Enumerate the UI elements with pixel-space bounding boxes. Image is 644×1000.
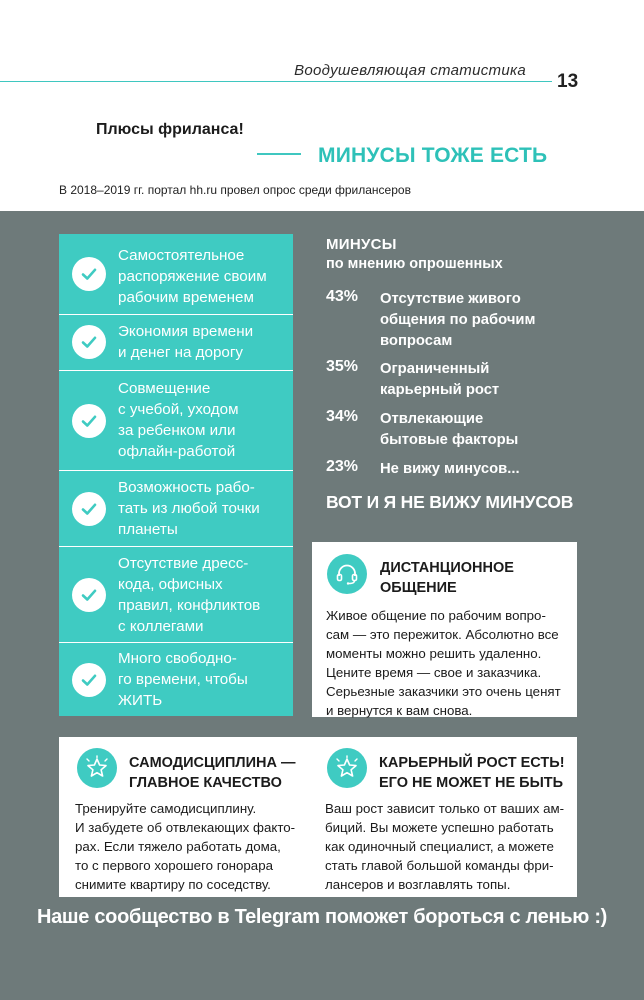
plus-line: Возможность рабо- — [118, 479, 255, 496]
no-minuses-slogan: ВОТ И Я НЕ ВИЖУ МИНУСОВ — [326, 492, 574, 512]
box-title-line: ГЛАВНОЕ КАЧЕСТВО — [129, 775, 282, 791]
minus-percent: 23% — [326, 458, 359, 475]
headset-icon — [327, 554, 367, 594]
box-body-line: Тренируйте самодисциплину. — [75, 801, 257, 816]
plus-line: Отсутствие дресс- — [118, 555, 249, 572]
plus-item — [59, 234, 293, 314]
minuses-heading: МИНУСЫ — [326, 236, 397, 253]
plus-line: правил, конфликтов — [118, 597, 261, 614]
minus-percent: 43% — [326, 288, 359, 305]
box-title-line: ДИСТАНЦИОННОЕ — [380, 560, 514, 576]
tips-box — [59, 737, 577, 897]
minus-line: Не вижу минусов... — [380, 461, 520, 477]
plus-line: с коллегами — [118, 618, 204, 635]
check-icon — [72, 404, 106, 438]
minus-line: карьерный рост — [380, 382, 500, 398]
box-body-line: рах. Если тяжело работать дома, — [75, 839, 281, 854]
source-note: В 2018–2019 гг. портал hh.ru провел опрос среди фрилансеров — [59, 183, 411, 197]
box-body-line: моменты можно решить удаленно. — [326, 646, 542, 661]
minus-line: вопросам — [380, 333, 453, 349]
box-body-line: сам — это пережиток. Абсолютно все — [326, 627, 559, 642]
check-icon — [72, 578, 106, 612]
plus-line: Самостоятельное — [118, 247, 245, 264]
plus-line: тать из любой точки — [118, 500, 260, 517]
page-number: 13 — [557, 71, 579, 92]
plus-line: распоряжение своим — [118, 268, 267, 285]
box-body-line: Живое общение по рабочим вопро- — [326, 608, 546, 623]
check-icon — [72, 492, 106, 526]
check-icon — [72, 663, 106, 697]
plus-item — [59, 546, 293, 643]
box-title-line: САМОДИСЦИПЛИНА — — [129, 755, 296, 771]
star-icon — [327, 748, 367, 788]
box-body-line: снимите квартиру по соседству. — [75, 877, 271, 892]
telegram-slogan: Наше сообщество в Telegram поможет бороться с ленью :) — [36, 906, 608, 928]
plus-item — [59, 642, 293, 717]
box-body-line: Цените время — свое и заказчика. — [326, 665, 542, 680]
pluses-list — [59, 234, 293, 716]
header-rule — [0, 81, 552, 82]
plus-line: с учебой, уходом — [118, 401, 239, 418]
box-body-line: биций. Вы можете успешно работать — [325, 820, 554, 835]
box-body-line: Ваш рост зависит только от ваших ам- — [325, 801, 565, 816]
minus-line: бытовые факторы — [380, 432, 519, 448]
box-body-line: стать главой большой команды фри- — [325, 858, 554, 873]
minus-percent: 35% — [326, 358, 359, 375]
plus-line: кода, офисных — [118, 576, 223, 593]
remote-communication-box — [312, 542, 577, 717]
plus-line: планеты — [118, 521, 178, 538]
plus-line: и денег на дорогу — [118, 344, 243, 361]
pluses-title: Плюсы фриланса! — [96, 121, 244, 138]
plus-item — [59, 314, 293, 371]
minus-line: Отсутствие живого — [380, 291, 521, 307]
plus-line: го времени, чтобы — [118, 671, 248, 688]
plus-line: Экономия времени — [118, 323, 254, 340]
plus-item — [59, 370, 293, 471]
minus-line: общения по рабочим — [380, 312, 536, 328]
check-icon — [72, 325, 106, 359]
minus-line: Ограниченный — [380, 361, 490, 377]
box-body-line: и вернутся к вам снова. — [326, 703, 473, 718]
box-title-line: ОБЩЕНИЕ — [380, 580, 457, 596]
box-title-line: КАРЬЕРНЫЙ РОСТ ЕСТЬ! — [379, 755, 565, 771]
minuses-title: МИНУСЫ ТОЖЕ ЕСТЬ — [318, 144, 548, 167]
star-icon — [77, 748, 117, 788]
box-title-line: ЕГО НЕ МОЖЕТ НЕ БЫТЬ — [379, 775, 564, 791]
plus-line: офлайн-работой — [118, 443, 236, 460]
plus-line: ЖИТЬ — [118, 692, 163, 709]
teal-rule — [257, 153, 301, 155]
plus-line: за ребенком или — [118, 422, 236, 439]
minus-line: Отвлекающие — [380, 411, 484, 427]
plus-line: Много свободно- — [118, 650, 237, 667]
running-title: Воодушевляющая статистика — [294, 62, 526, 79]
minuses-subheading: по мнению опрошенных — [326, 256, 503, 272]
plus-item — [59, 470, 293, 547]
plus-line: Совмещение — [118, 380, 211, 397]
plus-line: рабочим временем — [118, 289, 254, 306]
box-body-line: лансеров и возглавлять топы. — [325, 877, 511, 892]
box-body-line: Серьезные заказчики это очень ценят — [326, 684, 561, 699]
box-body-line: И забудете об отвлекающих факто- — [75, 820, 296, 835]
box-body-line: то с первого хорошего гонорара — [75, 858, 273, 873]
minus-percent: 34% — [326, 408, 359, 425]
check-icon — [72, 257, 106, 291]
box-body-line: как одиночный специалист, а можете — [325, 839, 554, 854]
